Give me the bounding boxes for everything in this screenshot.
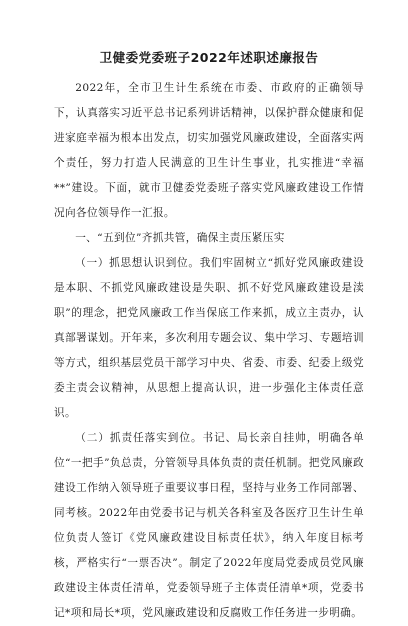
item-one-paragraph: （一）抓思想认识到位。我们牢固树立“抓好党风廉政建设是本职、不抓党风廉政建设是失职、抓不好党风廉政建设是渎职”的理念，把党风廉政工作当保底工作来抓，成立主责办，认真部署谋划。开年来，多次利用专题会议、集中学习、专题培训等方式，组织基层党员干部学习中央、省委、市委、纪委上级党委主责会议精神，从思想上提高认识，进一步强化主体责任意识。 xyxy=(54,257,364,419)
item-two-paragraph: （二）抓责任落实到位。书记、局长亲自挂帅，明确各单位“一把手”负总责，分管领导具体负责的责任机制。把党风廉政建设工作纳入领导班子重要议事日程，坚持与业务工作同部署、同考核。2022年由党委书记与机关各科室及各医疗卫生计生单位负责人签订《党风廉政建设目标责任状》，纳入年度目标考核，严格实行“一票否决”。制定了2022年度局党委成员党风廉政建设主体责任清单，党委领导班子主体责任清单*项，党委书记*项和局长*项，党风廉政建设和反腐败工作任务进一步明确。 xyxy=(54,432,364,619)
section-heading: 一、“五到位”齐抓共管，确保主责压紧压实 xyxy=(75,232,285,244)
intro-paragraph: 2022年，全市卫生计生系统在市委、市政府的正确领导下，认真落实习近平总书记系列讲话精神，以保护群众健康和促进家庭幸福为根本出发点，切实加强党风廉政建设，全面落实两个责任，努力打造人民满意的卫生计生事业，扎实推进“幸福**”建设。下面，就市卫健委党委班子落实党风廉政建设工作情况向各位领导作一汇报。 xyxy=(54,82,364,219)
document-title: 卫健委党委班子2022年述职述廉报告 xyxy=(99,50,319,65)
